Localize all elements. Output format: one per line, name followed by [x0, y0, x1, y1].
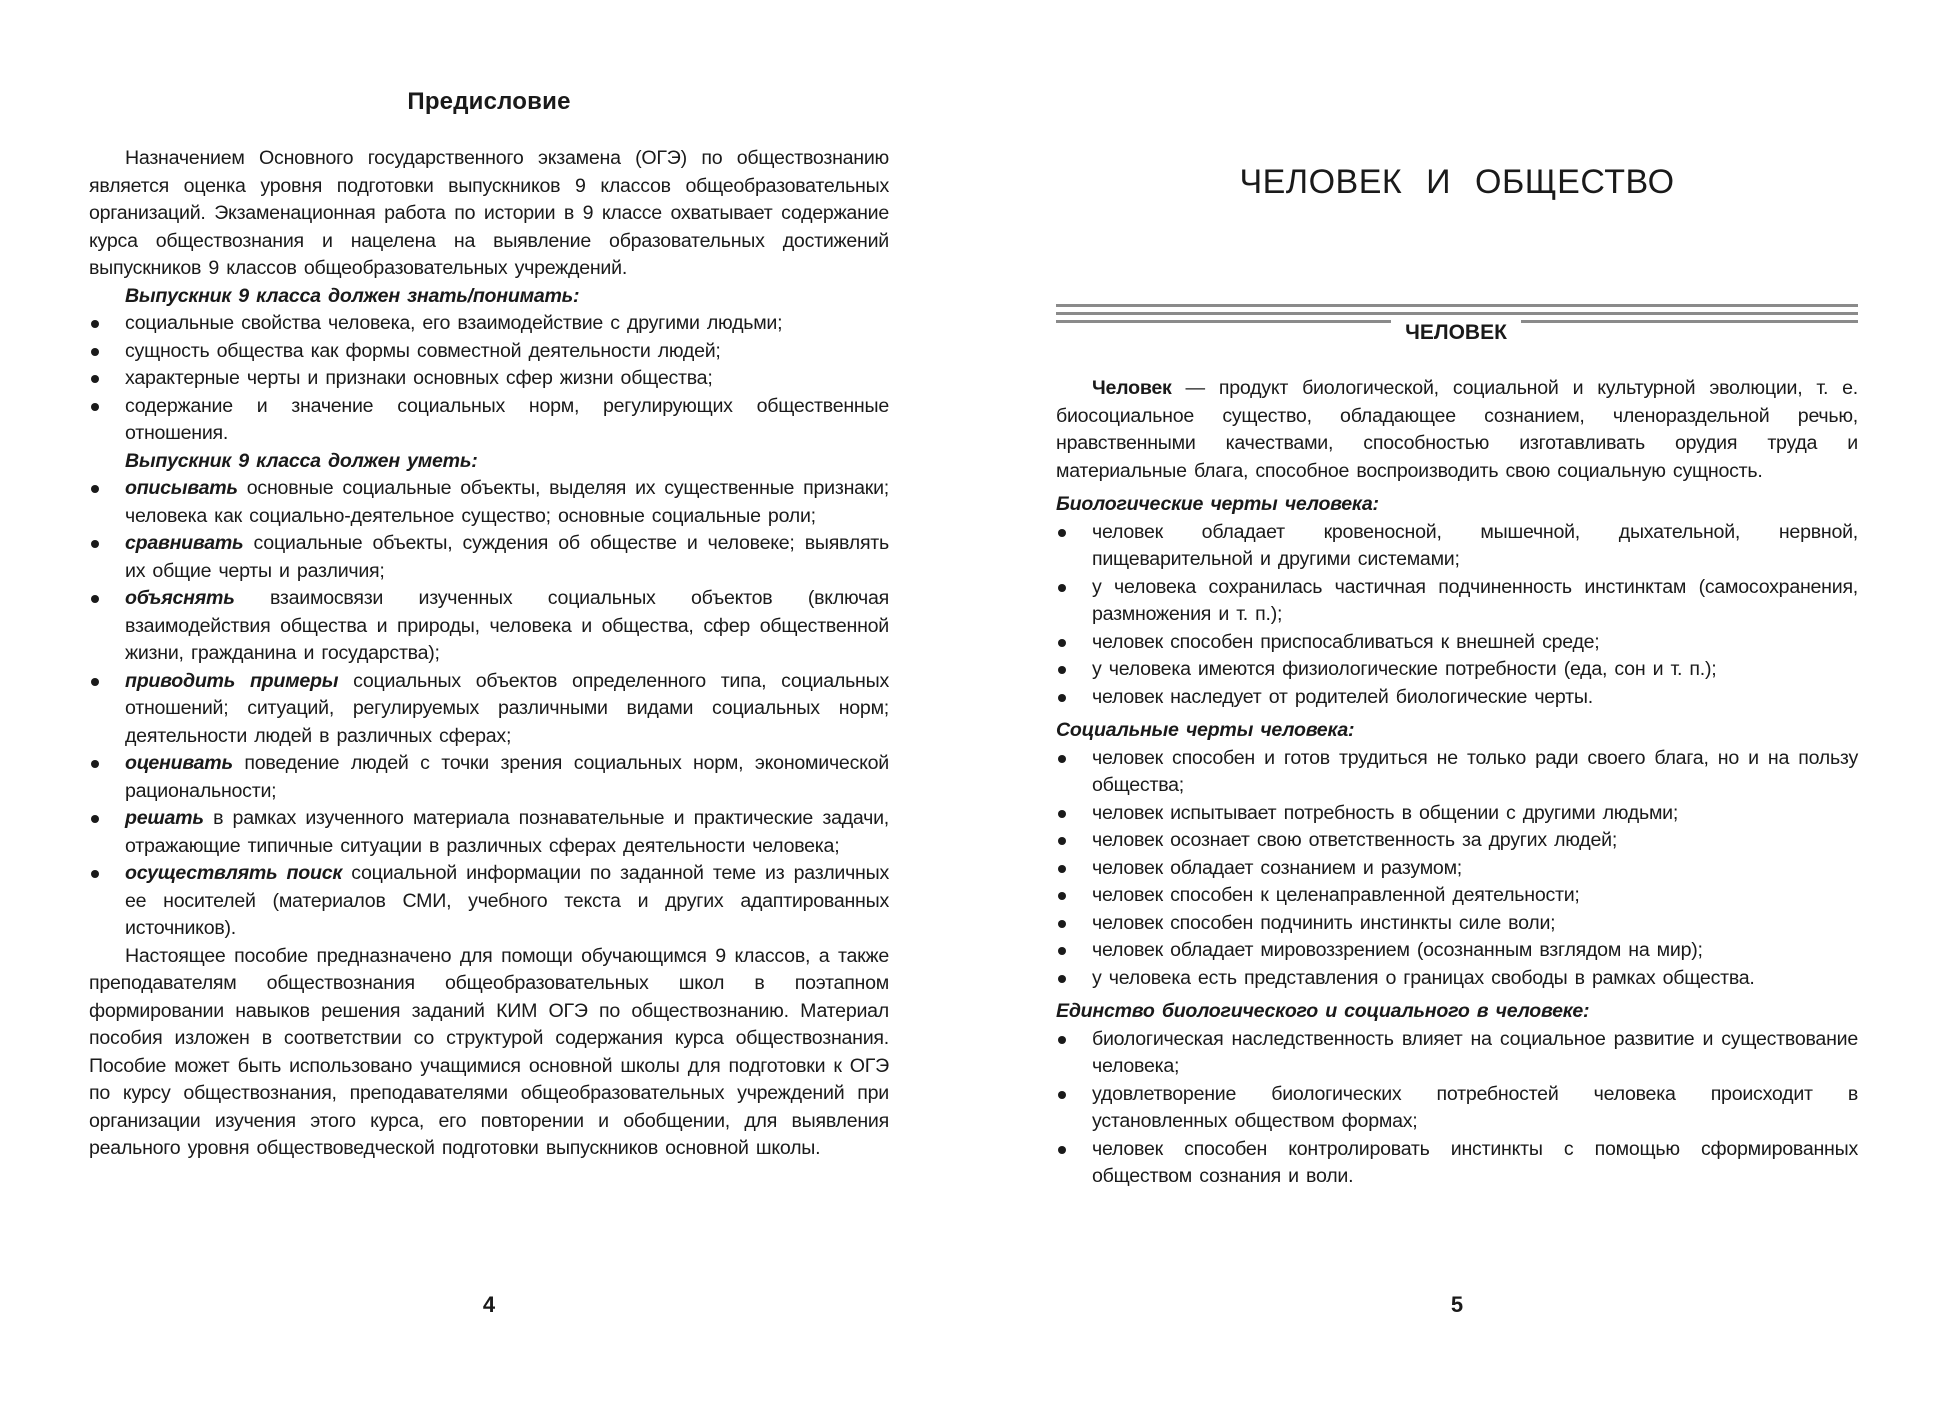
intro-paragraph: Назначением Основного государственного экзамена (ОГЭ) по обществознанию является оценка уровня подготовки выпускников 9 классов общеобразовательных организаций. Экзаменационная работа по истории в 9 классе охватывает содержание курса обществознания и нацелена на выявление образовательных достижений выпускников 9 классов общеобразовательных учреждений. — [89, 147, 889, 279]
list-item: удовлетворение биологических потребностей человека происходит в установленных обществом формах; — [1056, 1081, 1858, 1136]
definition-text: — продукт биологической, социальной и культурной эволюции, т. е. биосоциальное существо, обладающее сознанием, членораздельной речью, нравственными качествами, способностью изготавливать орудия труда и материальные блага, способное воспроизводить свою социальную сущность. — [1056, 377, 1858, 482]
list-item: человек осознает свою ответственность за других людей; — [1056, 827, 1858, 855]
preface-body — [89, 145, 889, 1163]
skill-keyword: осуществлять поиск — [125, 862, 343, 884]
list-item: у человека сохранилась частичная подчиненность инстинктам (самосохранения, размножения и т. п.); — [1056, 574, 1858, 629]
list-item: человек способен приспосабливаться к внешней среде; — [1056, 629, 1858, 657]
know-heading: Выпускник 9 класса должен знать/понимать: — [125, 284, 580, 307]
definition-paragraph — [1056, 375, 1858, 485]
page-number: 5 — [1450, 1292, 1464, 1317]
bio-heading: Биологические черты человека: — [1056, 493, 1379, 515]
list-item: человек обладает мировоззрением (осознанным взглядом на мир); — [1056, 937, 1858, 965]
list-item: человек способен к целенаправленной деятельности; — [1056, 882, 1858, 910]
list-item: у человека имеются физиологические потребности (еда, сон и т. п.); — [1056, 656, 1858, 684]
list-item: человек обладает сознанием и разумом; — [1056, 855, 1858, 883]
list-item — [89, 860, 889, 943]
list-item: человек испытывает потребность в общении с другими людьми; — [1056, 800, 1858, 828]
list-item: содержание и значение социальных норм, регулирующих общественные отношения. — [89, 393, 889, 448]
skill-text: основные социальные объекты, выделяя их существенные признаки; человека как социально-деятельное существо; основные социальные роли; — [125, 477, 889, 527]
skill-text: социальных объектов определенного типа, социальных отношений; ситуаций, регулируемых различными видами социальных норм; деятельности людей в различных сферах; — [125, 669, 889, 747]
skills-list — [89, 475, 889, 943]
skill-keyword: приводить примеры — [125, 669, 339, 692]
list-item: сущность общества как формы совместной деятельности людей; — [89, 338, 889, 366]
divider-line — [1056, 304, 1858, 307]
skill-keyword: описывать — [125, 477, 238, 499]
preface-title: Предисловие — [407, 88, 571, 115]
list-item — [89, 805, 889, 860]
divider-line — [1056, 312, 1858, 315]
list-item: биологическая наследственность влияет на социальное развитие и существование человека; — [1056, 1026, 1858, 1081]
page-number: 4 — [482, 1292, 496, 1317]
list-item: человек обладает кровеносной, мышечной, дыхательной, нервной, пищеварительной и другими системами; — [1056, 519, 1858, 574]
list-item — [89, 750, 889, 805]
skill-keyword: оценивать — [125, 752, 233, 774]
list-item: человек способен подчинить инстинкты силе воли; — [1056, 910, 1858, 938]
skill-keyword: сравнивать — [125, 532, 244, 554]
skill-text: взаимосвязи изученных социальных объектов (включая взаимодействия общества и природы, человека и общества, сфер общественной жизни, гражданина и государства); — [125, 587, 889, 664]
list-item: человек способен контролировать инстинкты с помощью сформированных обществом сознания и воли. — [1056, 1136, 1858, 1191]
skill-keyword: решать — [125, 807, 204, 829]
skill-text: социальные объекты, суждения об обществе и человеке; выявлять их общие черты и различия; — [125, 532, 889, 582]
skill-text: в рамках изученного материала познавательные и практические задачи, отражающие типичные ситуации в различных сферах деятельности человека; — [125, 807, 889, 857]
unity-heading: Единство биологического и социального в человеке: — [1056, 1000, 1590, 1022]
know-list — [89, 310, 889, 448]
list-item — [89, 585, 889, 668]
list-item — [89, 530, 889, 585]
list-item: человек способен и готов трудиться не только ради своего блага, но и на пользу общества; — [1056, 745, 1858, 800]
section-body — [1056, 375, 1858, 1191]
list-item: характерные черты и признаки основных сфер жизни общества; — [89, 365, 889, 393]
skill-keyword: объяснять — [125, 587, 235, 609]
closing-paragraph: Настоящее пособие предназначено для помощи обучающимся 9 классов, а также преподавателям обществознания общеобразовательных школ в поэтапном формировании навыков решения заданий КИМ ОГЭ по обществознанию. Материал пособия изложен в соответствии со структурой содержания курса обществознания. Пособие может быть использовано учащимися основной школы для подготовки к ОГЭ по курсу обществознания, преподавателями общеобразовательных учреждений при организации изучения этого курса, его повторении и обобщении, для выявления реального уровня обществоведческой подготовки выпускников основной школы. — [89, 944, 889, 1159]
skill-text: поведение людей с точки зрения социальных норм, экономической рациональности; — [125, 752, 889, 802]
unity-list — [1056, 1026, 1858, 1191]
skills-heading: Выпускник 9 класса должен уметь: — [125, 449, 478, 472]
definition-term: Человек — [1092, 377, 1172, 399]
social-list — [1056, 745, 1858, 993]
list-item: у человека есть представления о границах свободы в рамках общества. — [1056, 965, 1858, 993]
bio-list — [1056, 519, 1858, 712]
list-item: человек наследует от родителей биологические черты. — [1056, 684, 1858, 712]
list-item — [89, 668, 889, 751]
chapter-title: ЧЕЛОВЕК И ОБЩЕСТВО — [1239, 163, 1675, 201]
skill-text: социальной информации по заданной теме из различных ее носителей (материалов СМИ, учебного текста и других адаптированных источников). — [125, 862, 889, 939]
list-item: социальные свойства человека, его взаимодействие с другими людьми; — [89, 310, 889, 338]
list-item — [89, 475, 889, 530]
section-title: ЧЕЛОВЕК — [1391, 318, 1521, 346]
social-heading: Социальные черты человека: — [1056, 719, 1355, 741]
